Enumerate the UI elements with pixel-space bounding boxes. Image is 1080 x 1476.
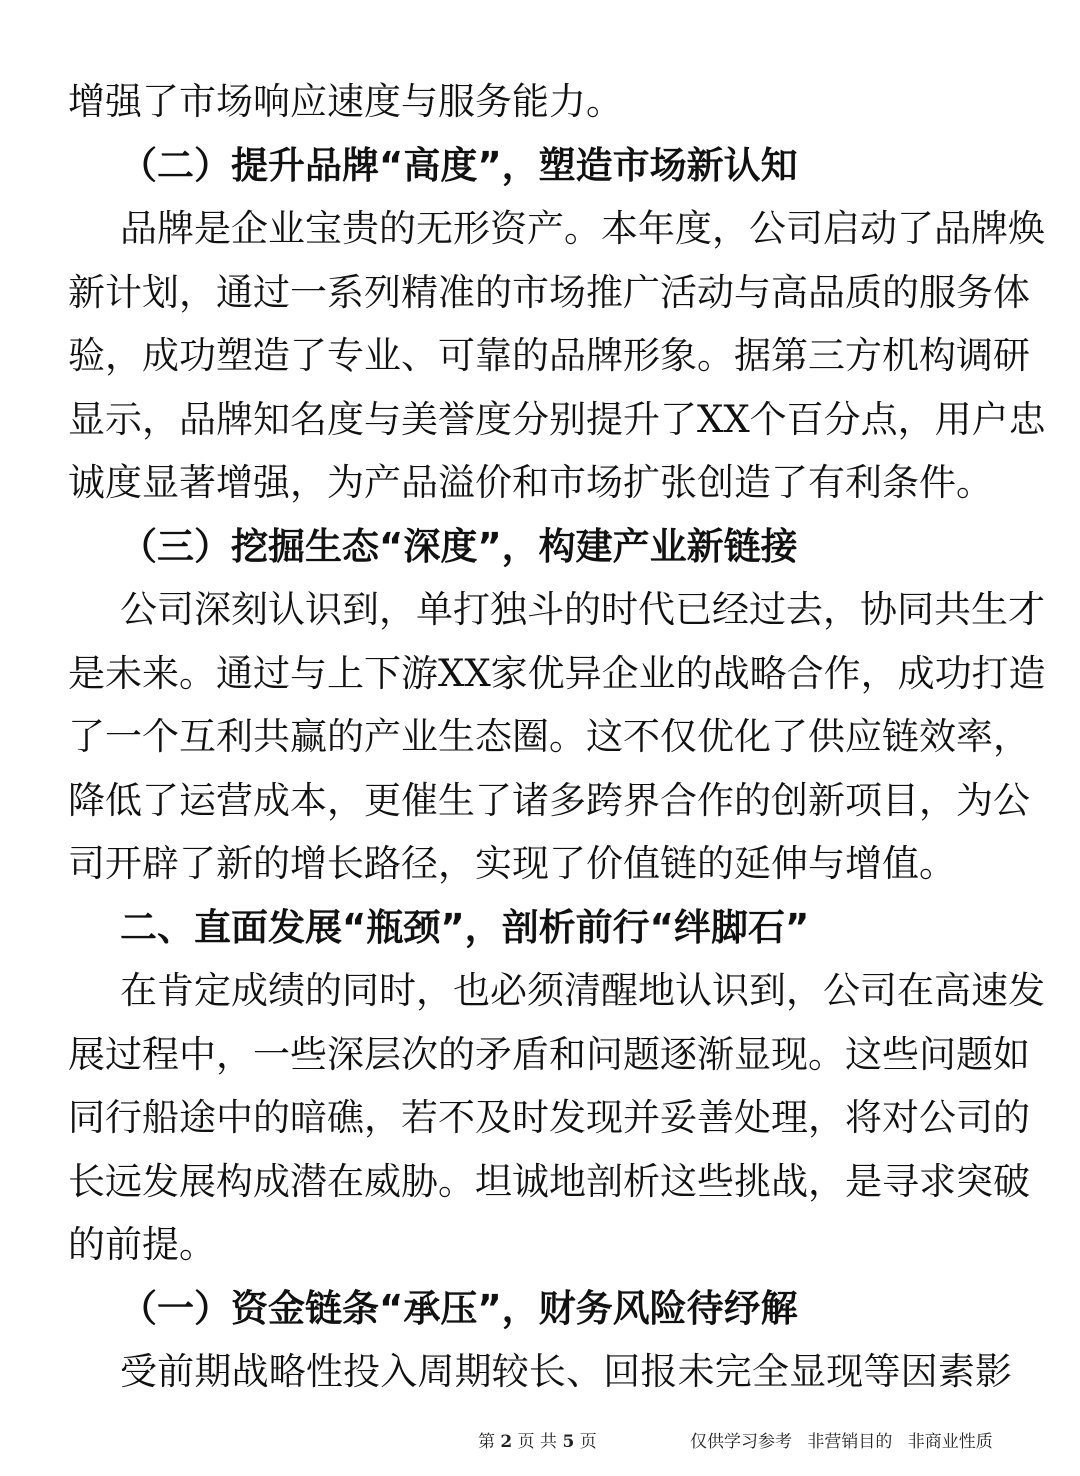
paragraph-line: 降低了运营成本，更催生了诸多跨界合作的创新项目，为公 [68,778,1030,822]
paragraph-first-line: 在肯定成绩的同时，也必须清醒地认识到，公司在高速发 [120,969,1045,1012]
page-total: 5 [562,1432,575,1452]
paragraph-last-line: 增强了市场响应速度与服务能力。 [68,80,623,123]
paragraph-line: 新计划，通过一系列精准的市场推广活动与高品质的服务体 [68,270,1030,314]
paragraph-last-line: 司开辟了新的增长路径，实现了价值链的延伸与增值。 [68,842,956,885]
page-number [478,1422,597,1462]
paragraph-line: 是未来。通过与上下游XX家优异企业的战略合作，成功打造 [68,651,1046,695]
paragraph-first-line: 公司深刻认识到，单打独斗的时代已经过去，协同共生才 [120,588,1045,631]
paragraph-line: 验，成功塑造了专业、可靠的品牌形象。据第三方机构调研 [68,334,1030,377]
paragraph-line: 显示，品牌知名度与美誉度分别提升了XX个百分点，用户忠 [68,397,1046,441]
paragraph-first-line: 受前期战略性投入周期较长、回报未完全显现等因素影 [120,1350,1012,1393]
paragraph-line: 长远发展构成潜在威胁。坦诚地剖析这些挑战，是寻求突破 [68,1159,1030,1203]
page-prefix: 第 [478,1432,495,1452]
section-heading: 二、直面发展“瓶颈”，剖析前行“绊脚石” [120,905,810,949]
paragraph-last-line: 诚度显著增强，为产品溢价和市场扩张创造了有利条件。 [68,461,993,504]
paragraph-line: 展过程中，一些深层次的矛盾和问题逐渐显现。这些问题如 [68,1032,1030,1076]
section-subheading: （一）资金链条“承压”，财务风险待纾解 [120,1286,798,1330]
section-subheading: （二）提升品牌“高度”，塑造市场新认知 [120,143,798,187]
section-subheading: （三）挖掘生态“深度”，构建产业新链接 [120,524,798,568]
page-suffix: 页 [579,1432,597,1452]
page-middle: 页 共 [517,1432,558,1452]
usage-notice: 仅供学习参考 非营销目的 非商业性质 [690,1432,993,1452]
page-current: 2 [500,1432,513,1452]
paragraph-last-line: 的前提。 [68,1223,216,1266]
paragraph-line: 同行船途中的暗礁，若不及时发现并妥善处理，将对公司的 [68,1096,1030,1139]
paragraph-first-line: 品牌是企业宝贵的无形资产。本年度，公司启动了品牌焕 [120,207,1045,250]
paragraph-line: 了一个互利共赢的产业生态圈。这不仅优化了供应链效率， [68,715,1030,758]
